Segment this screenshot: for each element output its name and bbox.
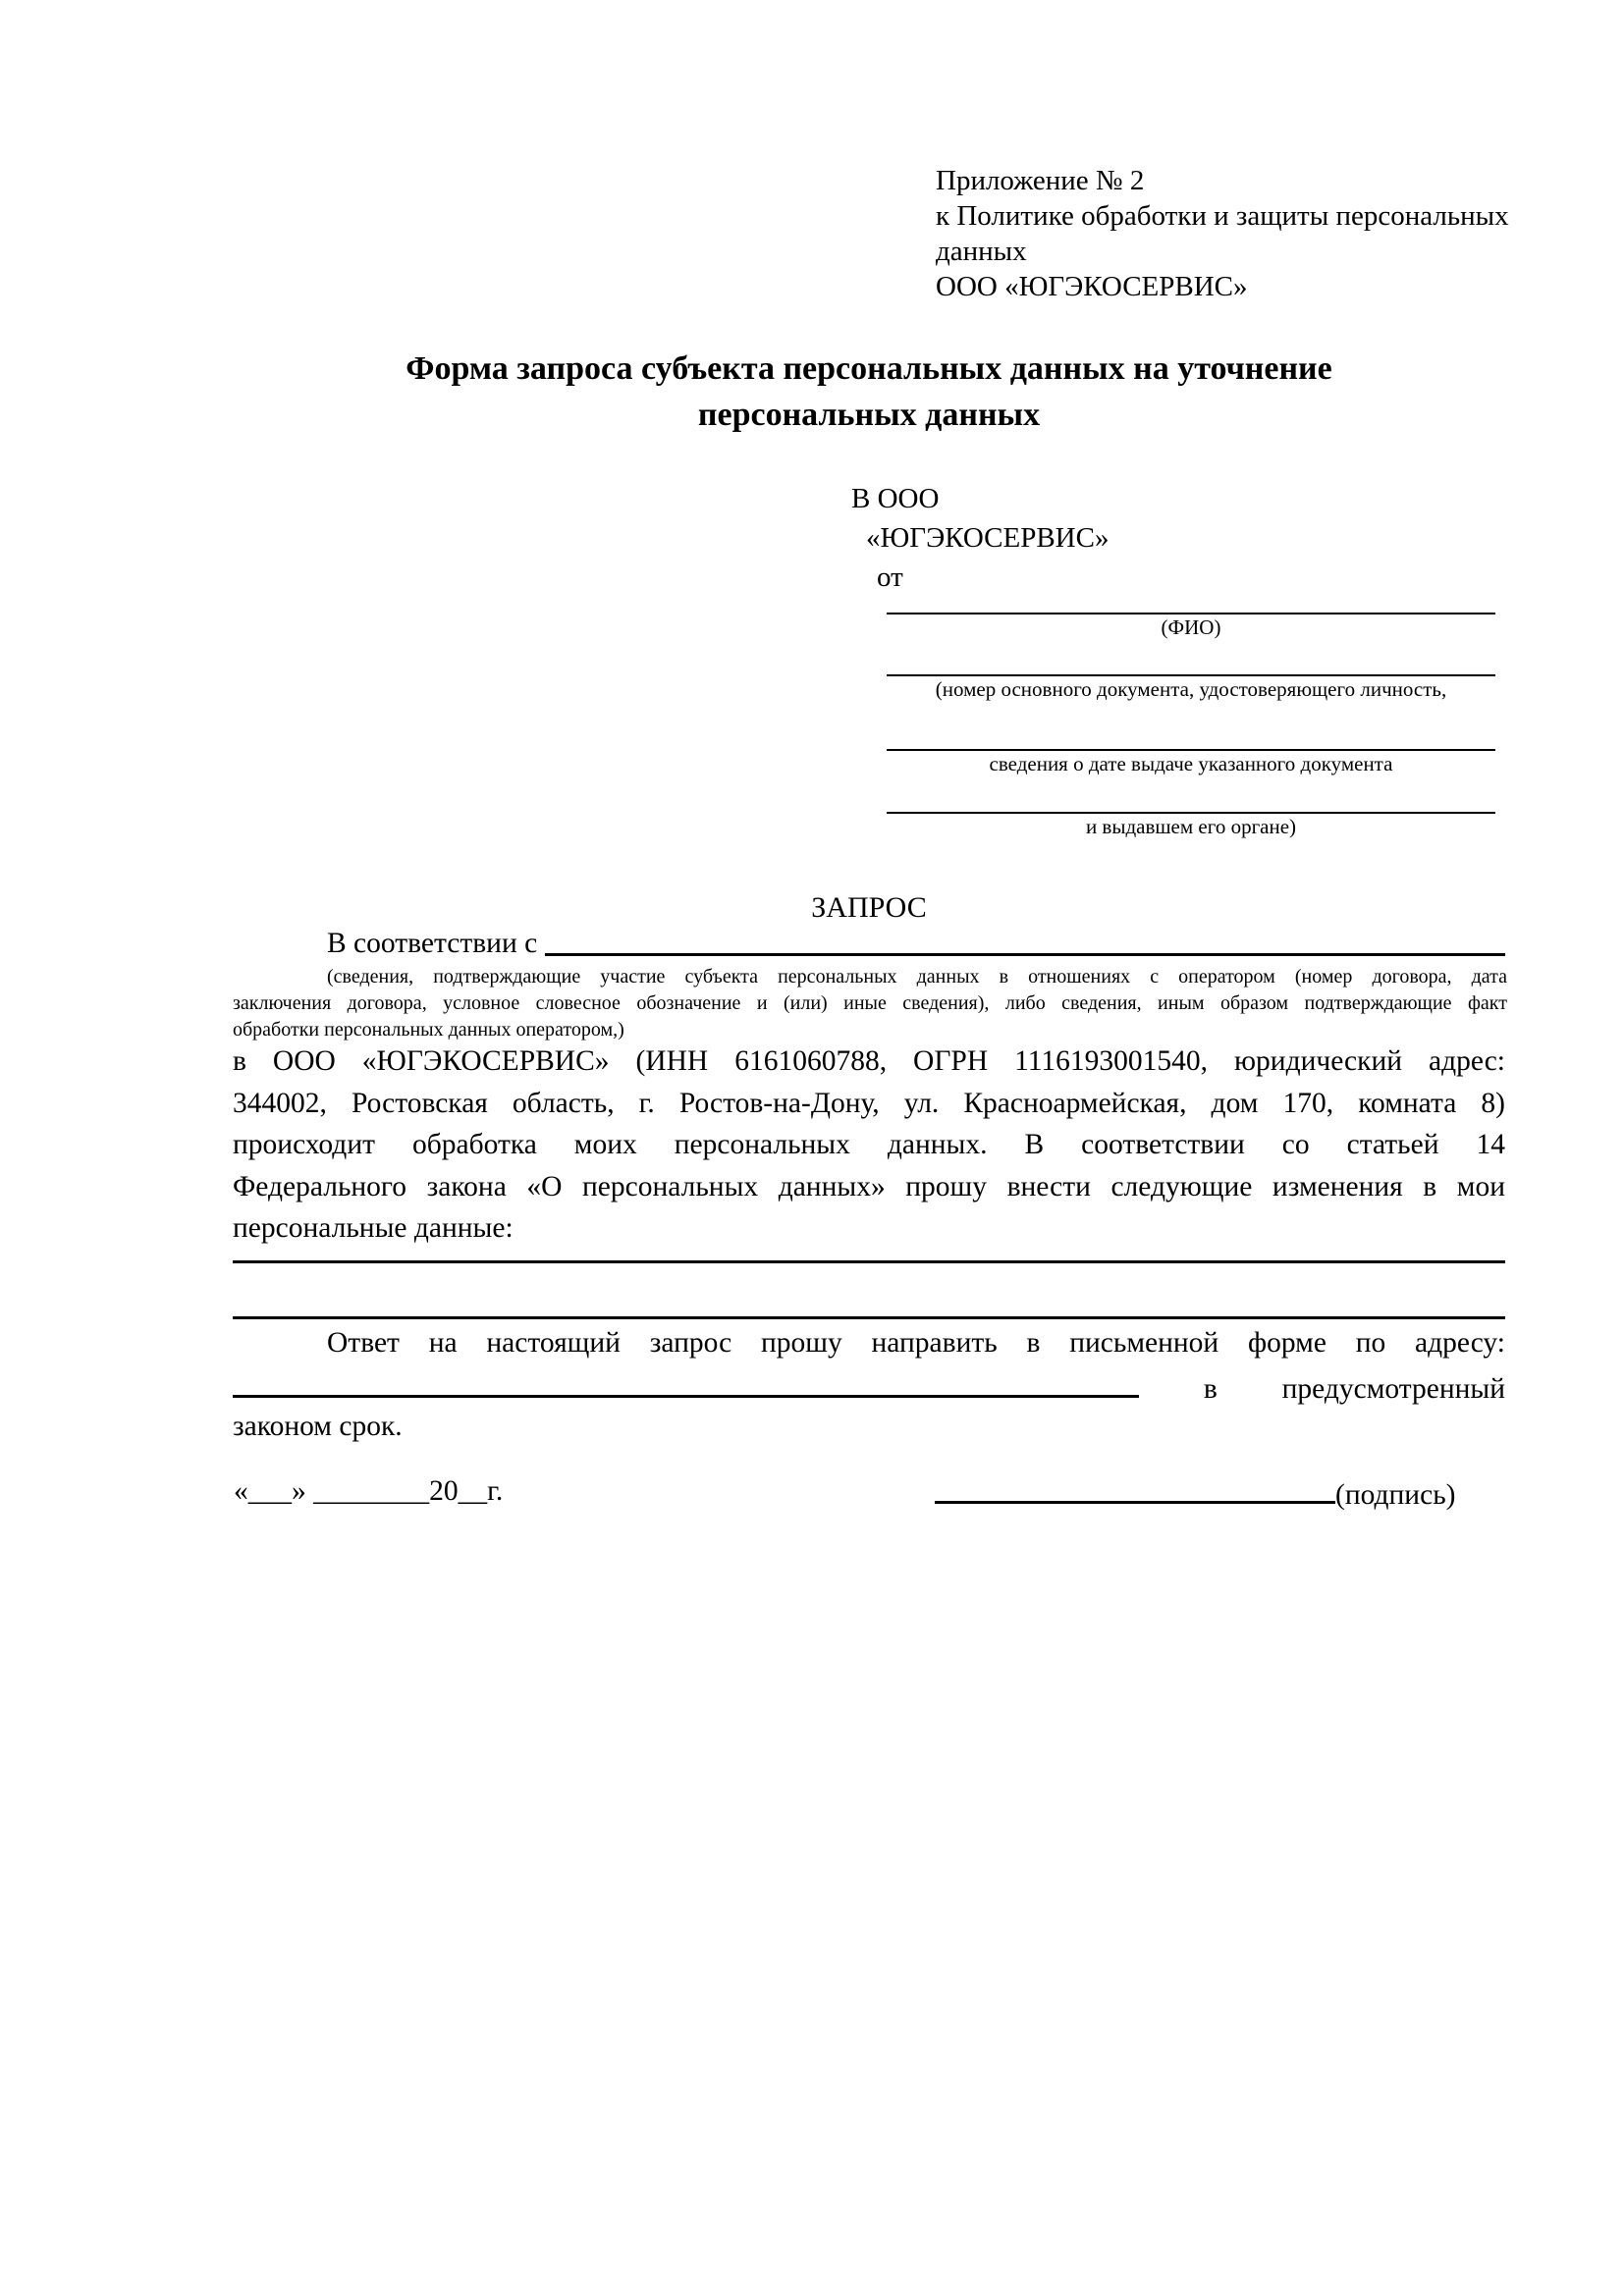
field-document-number (887, 649, 1495, 702)
appendix-header (936, 163, 1535, 304)
reply-word-a: в (1203, 1373, 1218, 1405)
signature-caption: (подпись) (1335, 1479, 1456, 1511)
addressee-line-2: «ЮГЭКОСЕРВИС» (866, 522, 1110, 554)
field-issuing-authority (887, 786, 1495, 839)
fio-caption: (ФИО) (1161, 615, 1221, 639)
signature-row (935, 1470, 1455, 1512)
request-heading: ЗАПРОС (811, 891, 927, 924)
document-number-blank-line (887, 649, 1495, 676)
text-line: ООО «ЮГЭКОСЕРВИС» (936, 271, 1248, 302)
issuing-authority-blank-line (887, 786, 1495, 814)
text-line: 344002, Ростовская область, г. Ростов-на-Дону, ул. Красноармейская, дом 170, комната 8) (233, 1087, 1505, 1119)
fio-blank-line (887, 587, 1495, 614)
text-line: персональные данные: (233, 1212, 514, 1244)
issuing-authority-caption: и выдавшем его органе) (1085, 815, 1297, 838)
accordance-row (233, 925, 1505, 960)
reply-paragraph: Ответ на настоящий запрос прошу направить в письменной форме по адресу: (327, 1327, 1505, 1359)
reply-word-b: предусмотренный (1281, 1373, 1505, 1405)
body-paragraph (233, 1041, 1505, 1250)
text-line: в ООО «ЮГЭКОСЕРВИС» (ИНН 6161060788, ОГРН 1116193001540, юридический адрес: (233, 1045, 1505, 1077)
issue-date-caption: сведения о дате выдаче указанного документа (989, 752, 1393, 775)
accordance-label: В соответствии с (327, 928, 545, 959)
accordance-note (233, 964, 1507, 1043)
text-line: заключения договора, условное словесное обозначение и (или) иные сведения), либо сведения, иным образом подтверждающие факт (233, 992, 1507, 1014)
reply-address-row (233, 1364, 1505, 1406)
text-line: Федерального закона «О персональных данных» прошу внести следующие изменения в мои (233, 1170, 1505, 1202)
text-line: данных (936, 236, 1027, 267)
signature-blank-line (935, 1501, 1335, 1504)
addressee-line-1: В ООО (851, 483, 940, 514)
date-blank: «___» ________20__г. (234, 1475, 504, 1507)
addressee-line-3: от (877, 561, 903, 593)
document-title-text: Форма запроса субъекта персональных данных на уточнение персональных данных (406, 350, 1332, 433)
text-line: Приложение № 2 (936, 165, 1145, 196)
addressee-block (851, 479, 1109, 597)
document-number-caption: (номер основного документа, удостоверяющего личность, (935, 677, 1447, 701)
text-line: (сведения, подтверждающие участие субъекта персональных данных в отношениях с оператором (номер договора, дата (327, 966, 1507, 988)
field-fio (887, 587, 1495, 640)
changes-blank-line-2 (233, 1316, 1505, 1319)
document-title (233, 346, 1505, 438)
accordance-blank-line (545, 953, 1505, 956)
text-line: к Политике обработки и защиты персональных (936, 200, 1509, 232)
issue-date-blank-line (887, 723, 1495, 751)
reply-address-blank-line (233, 1395, 1139, 1398)
text-line: обработки персональных данных оператором,) (233, 1019, 624, 1041)
field-issue-date (887, 723, 1495, 776)
text-line: происходит обработка моих персональных данных. В соответствии со статьей 14 (233, 1129, 1505, 1160)
reply-tail-line: законом срок. (233, 1411, 403, 1442)
changes-blank-line-1 (233, 1260, 1505, 1263)
